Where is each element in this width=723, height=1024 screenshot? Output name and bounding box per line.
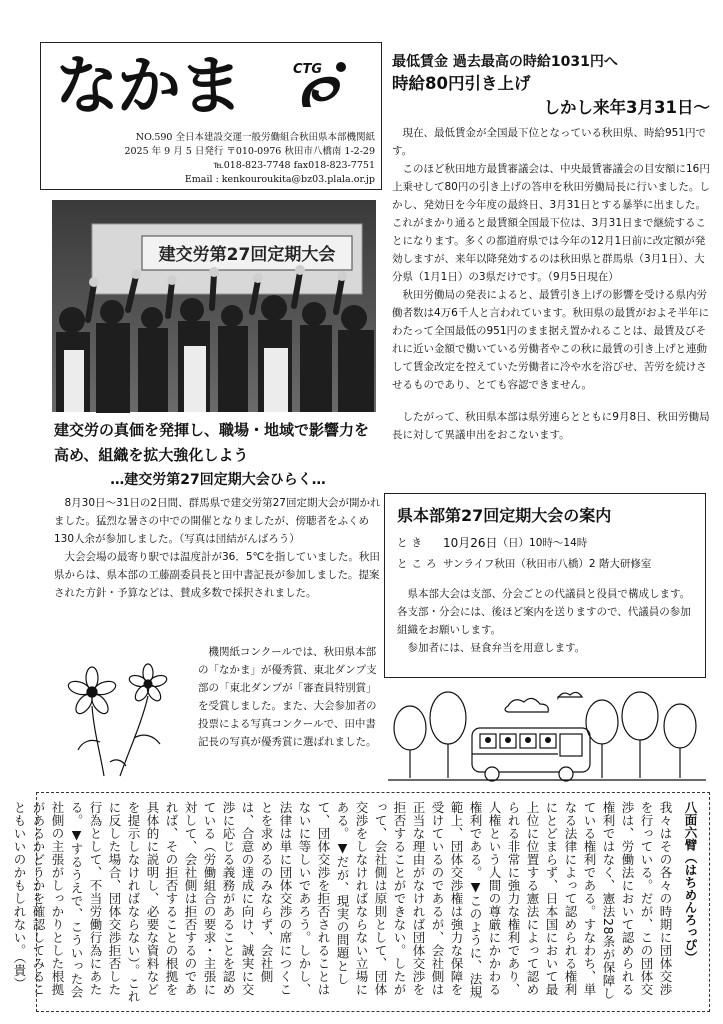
column-text xyxy=(12,801,675,1005)
convention-title: 建交労の真価を発揮し、職場・地域で影響力を高め、組織を拡大強化しよう xyxy=(54,421,370,464)
convention-paragraph: 8月30日～31日の2日間、群馬県で建交労第27回定期大会が開かれました。猛烈な暑さの中での開催となりましたが、傍聴者をふくめ130人余が参加しました。（写真は団結がんばろう） xyxy=(54,497,381,545)
date-address-line: 2025 年 9 月 5 日発行 〒010-0976 秋田市八橋南 1-2-29 xyxy=(124,146,375,157)
banner-text: 建交労第27回定期大会 xyxy=(158,245,336,265)
issue-line: NO.590 全日本建設交運一般労働組合秋田県本部機関紙 xyxy=(135,132,375,143)
email-line[interactable]: Email : kenkouroukita@bz03.plala.or.jp xyxy=(184,174,375,185)
wage-paragraph: 現在、最低賃金が全国最下位となっている秋田県、時給951円です。 xyxy=(392,127,707,157)
wage-headline-3: しかし来年3月31日～ xyxy=(543,98,710,117)
when-date: 10月26日 xyxy=(443,536,498,550)
when-label: とき xyxy=(397,537,426,549)
where-label: ところ xyxy=(397,558,441,570)
wage-paragraph: したがって、秋田県本部は県労連らとともに9月8日、秋田労働局長に対して異議申出をおこないます。 xyxy=(392,411,710,441)
wage-headline-1: 最低賃金 過去最高の時給1031円へ xyxy=(392,54,618,70)
when-detail: （日）10時～14時 xyxy=(497,537,588,549)
wage-article-body xyxy=(392,124,714,444)
column-title: 八面六臂（はちめんろっぴ） xyxy=(683,801,698,964)
bus-illustration-icon xyxy=(388,688,706,786)
meeting-when-row xyxy=(397,534,693,552)
convention-headline xyxy=(54,418,382,491)
column-body: 我々はその各々の時期に団体交渉を行っている。だが、この団体交渉は、労働法において認められる権利ではなく、憲法28条が保障している権利である。すなわち、単なる法律によって認められる権利にとどまらず、日本国において最上位に位置する憲法によって認められる非常に強力な権利であり、人権という人間の尊厳にかかわる権利である。▼このように、法規範上、団体交渉権は強力な保障を受けているのであるが、会社側は正当な理由がなければ団体交渉を拒否することができない。したがって、会社側は原則として、団体交渉をしなければならない立場にある。▼だが、現実の問題として、団体交渉を拒否されることはないに等しいであろう。しかし、法律は単に団体交渉の席につくことを求めるのみならず、会社側は、合意の達成に向け、誠実に交渉に応じる義務があることを認めている（労働組合の要求・主張に対して、会社側は拒否するのであれば、その拒否することの根拠を具体的に説明し、必要な資料などを提示しなければならない）。これに反した場合、団体交渉拒否した行為として、不当労働行為にあたる。▼するうえで、こういった会社側の主張がしっかりとした根拠があるかどうかを確認してみることもいいのかもしれない。 xyxy=(12,801,673,1003)
meeting-paragraph: 県本部大会は支部、分会ごとの代議員と役員で構成します。各支部・分会には、後ほど案内を送りますので、代議員の参加組織をお願いします。 xyxy=(397,588,691,636)
cosmos-flower-icon xyxy=(60,662,180,778)
ctg-logo-icon xyxy=(289,55,353,111)
convention-photo xyxy=(52,200,376,412)
where-value: サンライフ秋田（秋田市八橋）2 階大研修室 xyxy=(443,558,652,570)
meeting-paragraph: 参加者には、昼食弁当を用意します。 xyxy=(407,642,586,654)
masthead xyxy=(40,42,382,190)
contest-paragraph: 機関紙コンクールでは、秋田県本部の「なかま」が優秀賞、東北ダンプ支部の「東北ダンプが「審査員特別賞」を受賞しました。また、大会参加者の投票による写真コンクールで、田中書記長の写真が優秀賞に選ばれました。 xyxy=(198,646,377,748)
convention-subtitle: …建交労第27回定期大会ひらく… xyxy=(110,472,326,488)
convention-article-body xyxy=(54,494,384,602)
convention-photo-image xyxy=(52,200,376,412)
tel-fax-line: ℡018-823-7748 fax018-823-7751 xyxy=(213,160,375,171)
logo-mark-text: CTG xyxy=(293,62,323,77)
wage-headline-2: 時給80円引き上げ xyxy=(392,74,531,93)
column-box xyxy=(12,792,710,1012)
masthead-info xyxy=(63,131,375,187)
meeting-where-row xyxy=(397,555,693,573)
wage-paragraph: このほど秋田地方最賃審議会は、中央最賃審議会の目安額に16円上乗せして80円の引き上げの答申を秋田労働局長に行いました。しかし、発効日を今年度の最終日、3月31日とする暴挙に出ました。これがまかり通ると最賃額全国最下位は、3月31日まで継続することになります。多くの都道府県では今年の12月1日前に改定額が発効しますが、来年以降発効するのは秋田県と群馬県（3月1日）、大分県（1月1日）の3県だけです。（9月5日現在） xyxy=(392,163,710,283)
column-signature: （貴） xyxy=(12,957,27,990)
convention-paragraph: 大会会場の最寄り駅では温度計が36．5℃を指していました。秋田県からは、県本部の工藤副委員長と田中書記長が参加しました。提案された方針・予算などは、賛成多数で採択されました。 xyxy=(54,551,380,599)
masthead-logo: なかま xyxy=(55,50,241,124)
meeting-body xyxy=(397,585,693,657)
meeting-title: 県本部第27回定期大会の案内 xyxy=(397,506,612,525)
wage-headline xyxy=(392,52,710,120)
wage-paragraph: 秋田労働局の発表によると、最賃引き上げの影響を受ける県内労働者数は4万6千人と言われています。秋田県の最賃がおよそ半年にわたって全国最低の951円のまま据え置かれることは、最賃及びそれに近い金額で働いている労働者やこの秋に最賃の引き上げと連動して賃金改定を控えていた労働者に冷や水を浴びせ、苦労を続けさせるものであり、とても容認できません。 xyxy=(392,289,710,391)
meeting-notice-box xyxy=(384,493,706,678)
